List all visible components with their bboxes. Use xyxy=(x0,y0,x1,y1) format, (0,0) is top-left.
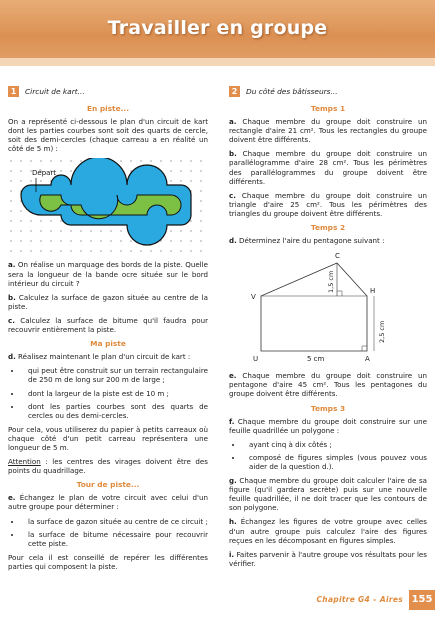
label-h: H xyxy=(370,287,376,296)
question-i-text: Faites parvenir à l'autre groupe vos résultats pour les vérifier. xyxy=(229,549,427,568)
e-list xyxy=(8,517,208,548)
subheading-en-piste: En piste... xyxy=(86,104,130,113)
question-d xyxy=(8,352,208,361)
list-item: • la surface de bitume nécessaire pour recouvrir cette piste. xyxy=(22,530,208,548)
question-e-letter: e. xyxy=(229,371,237,381)
kart-circuit-figure xyxy=(8,158,208,254)
page-title: Travailler en groupe xyxy=(107,17,328,39)
pentagon-svg xyxy=(229,251,427,363)
f-list xyxy=(229,440,427,471)
question-d-text: Réalisez maintenant le plan d'un circuit de kart : xyxy=(15,352,191,362)
question-d-letter: d. xyxy=(229,236,237,246)
question-e xyxy=(8,493,208,511)
kart-circuit-svg xyxy=(8,158,208,254)
question-g-letter: g. xyxy=(229,476,237,486)
question-g-text: Chaque membre du groupe doit calculer l'aire de sa figure (qu'il gardera secrète) puis sur une nouvelle feuille quadrillée, il ne doit tracer que les contours de son polygone. xyxy=(229,476,427,513)
label-u: U xyxy=(253,355,259,364)
label-a: A xyxy=(365,355,370,364)
question-f-text: Chaque membre du groupe doit construire sur une feuille quadrillée un polygone : xyxy=(229,416,427,435)
question-e xyxy=(229,371,427,398)
section-header-2 xyxy=(229,86,427,97)
question-c-letter: c. xyxy=(8,315,15,325)
question-c xyxy=(229,191,427,218)
question-b-letter: b. xyxy=(229,149,237,159)
section-header-1 xyxy=(8,86,208,97)
question-c xyxy=(8,316,208,334)
question-i-letter: i. xyxy=(229,549,235,559)
question-i xyxy=(229,550,427,568)
question-b-letter: b. xyxy=(8,292,16,302)
question-e-text: Échangez le plan de votre circuit avec celui d'un autre groupe pour déterminer : xyxy=(8,493,208,512)
page-footer xyxy=(276,590,435,610)
chapter-label: Chapitre G4 – Aires xyxy=(316,595,403,604)
list-item: • dont les parties courbes sont des quarts de cercles ou des demi-cercles. xyxy=(22,402,208,420)
list-item: • ayant cinq à dix côtés ; xyxy=(243,440,427,449)
question-g xyxy=(229,476,427,512)
paper-paragraph: Pour cela, vous utiliserez du papier à petits carreaux où chaque côté d'un petit carreau représentera une longueur de 5 m. xyxy=(8,424,208,452)
question-c-text: Calculez la surface de bitume qu'il faudra pour recouvrir entièrement la piste. xyxy=(8,315,208,335)
question-b-text: Chaque membre du groupe doit construire un parallélogramme d'aire 28 cm². Tous les périmètres des parallélogrammes du groupe doivent être différents. xyxy=(229,149,427,186)
label-2-5cm: 2,5 cm xyxy=(378,320,386,344)
question-a-text: On réalise un marquage des bords de la piste. Quelle sera la longueur de la bande ocre située sur le bord intérieur du circuit ? xyxy=(8,260,208,288)
d-list xyxy=(8,366,208,419)
subheading-temps-3: Temps 3 xyxy=(310,403,346,413)
question-f xyxy=(229,417,427,435)
list-item: • dont la largeur de la piste est de 10 m ; xyxy=(22,389,208,398)
label-5cm: 5 cm xyxy=(307,355,325,364)
attention-text: : les centres des virages doivent être des points du quadrillage. xyxy=(8,457,208,476)
section-number: 1 xyxy=(8,86,19,97)
pentagon-shape xyxy=(261,263,367,351)
question-h-letter: h. xyxy=(229,517,237,527)
question-c-letter: c. xyxy=(229,190,236,200)
section-title: Du côté des bâtisseurs... xyxy=(246,86,338,96)
left-column xyxy=(8,86,208,576)
section-number: 2 xyxy=(229,86,240,97)
subheading-temps-2: Temps 2 xyxy=(310,223,346,233)
question-e-letter: e. xyxy=(8,493,16,503)
attention-label: Attention xyxy=(8,457,41,467)
right-angle-mark xyxy=(337,291,342,296)
question-c-text: Chaque membre du groupe doit construire un triangle d'aire 25 cm². Tous les périmètres des triangles du groupe doivent être différents. xyxy=(229,190,427,218)
question-d-text: Déterminez l'aire du pentagone suivant : xyxy=(236,236,385,246)
list-item: • la surface de gazon située au centre de ce circuit ; xyxy=(22,517,208,526)
question-a-letter: a. xyxy=(8,260,16,270)
question-b xyxy=(229,149,427,185)
question-f-letter: f. xyxy=(229,416,235,426)
pentagon-figure xyxy=(229,251,427,363)
question-a-letter: a. xyxy=(229,117,237,127)
label-v: V xyxy=(251,293,256,302)
subheading-temps-1: Temps 1 xyxy=(310,104,346,113)
right-column xyxy=(229,86,427,573)
question-d-letter: d. xyxy=(8,352,16,362)
intro-paragraph: On a représenté ci-dessous le plan d'un circuit de kart dont les parties courbes sont soit des quarts de cercle, soit des demi-cercles (chaque carreau a en réalité un côté de 5 m) : xyxy=(8,117,208,154)
label-1-5cm: 1,5 cm xyxy=(327,270,335,294)
page-number: 155 xyxy=(409,590,435,610)
question-b-text: Calculez la surface de gazon située au centre de la piste. xyxy=(8,292,208,311)
subheading-ma-piste: Ma piste xyxy=(90,339,126,349)
final-paragraph: Pour cela il est conseillé de repérer les différentes parties qui composent la piste. xyxy=(8,552,208,571)
question-h xyxy=(229,517,427,544)
list-item: • composé de figures simples (vous pouvez vous aider de la question d.). xyxy=(243,453,427,471)
question-d xyxy=(229,236,427,245)
section-title: Circuit de kart... xyxy=(25,86,85,96)
right-angle-mark xyxy=(362,346,367,351)
subheading-tour-de-piste: Tour de piste... xyxy=(76,480,140,490)
attention-paragraph xyxy=(8,457,208,475)
question-a xyxy=(229,117,427,144)
question-a xyxy=(8,260,208,287)
header-highlight xyxy=(0,58,435,66)
question-b xyxy=(8,293,208,311)
label-c: C xyxy=(335,252,340,261)
question-h-text: Échangez les figures de votre groupe avec celles d'un autre groupe puis calculez l'aire des figures reçues en les décomposant en figures simples. xyxy=(229,517,427,545)
question-a-text: Chaque membre du groupe doit construire un rectangle d'aire 21 cm². Tous les rectangles du groupe doivent être différents. xyxy=(229,117,427,145)
list-item: • qui peut être construit sur un terrain rectangulaire de 250 m de long sur 200 m de large ; xyxy=(22,366,208,384)
depart-label: Départ xyxy=(32,169,57,178)
page-header xyxy=(0,0,435,66)
question-e-text: Chaque membre du groupe doit construire un pentagone d'aire 45 cm². Tous les pentagones du groupe doivent être différents. xyxy=(229,371,427,399)
